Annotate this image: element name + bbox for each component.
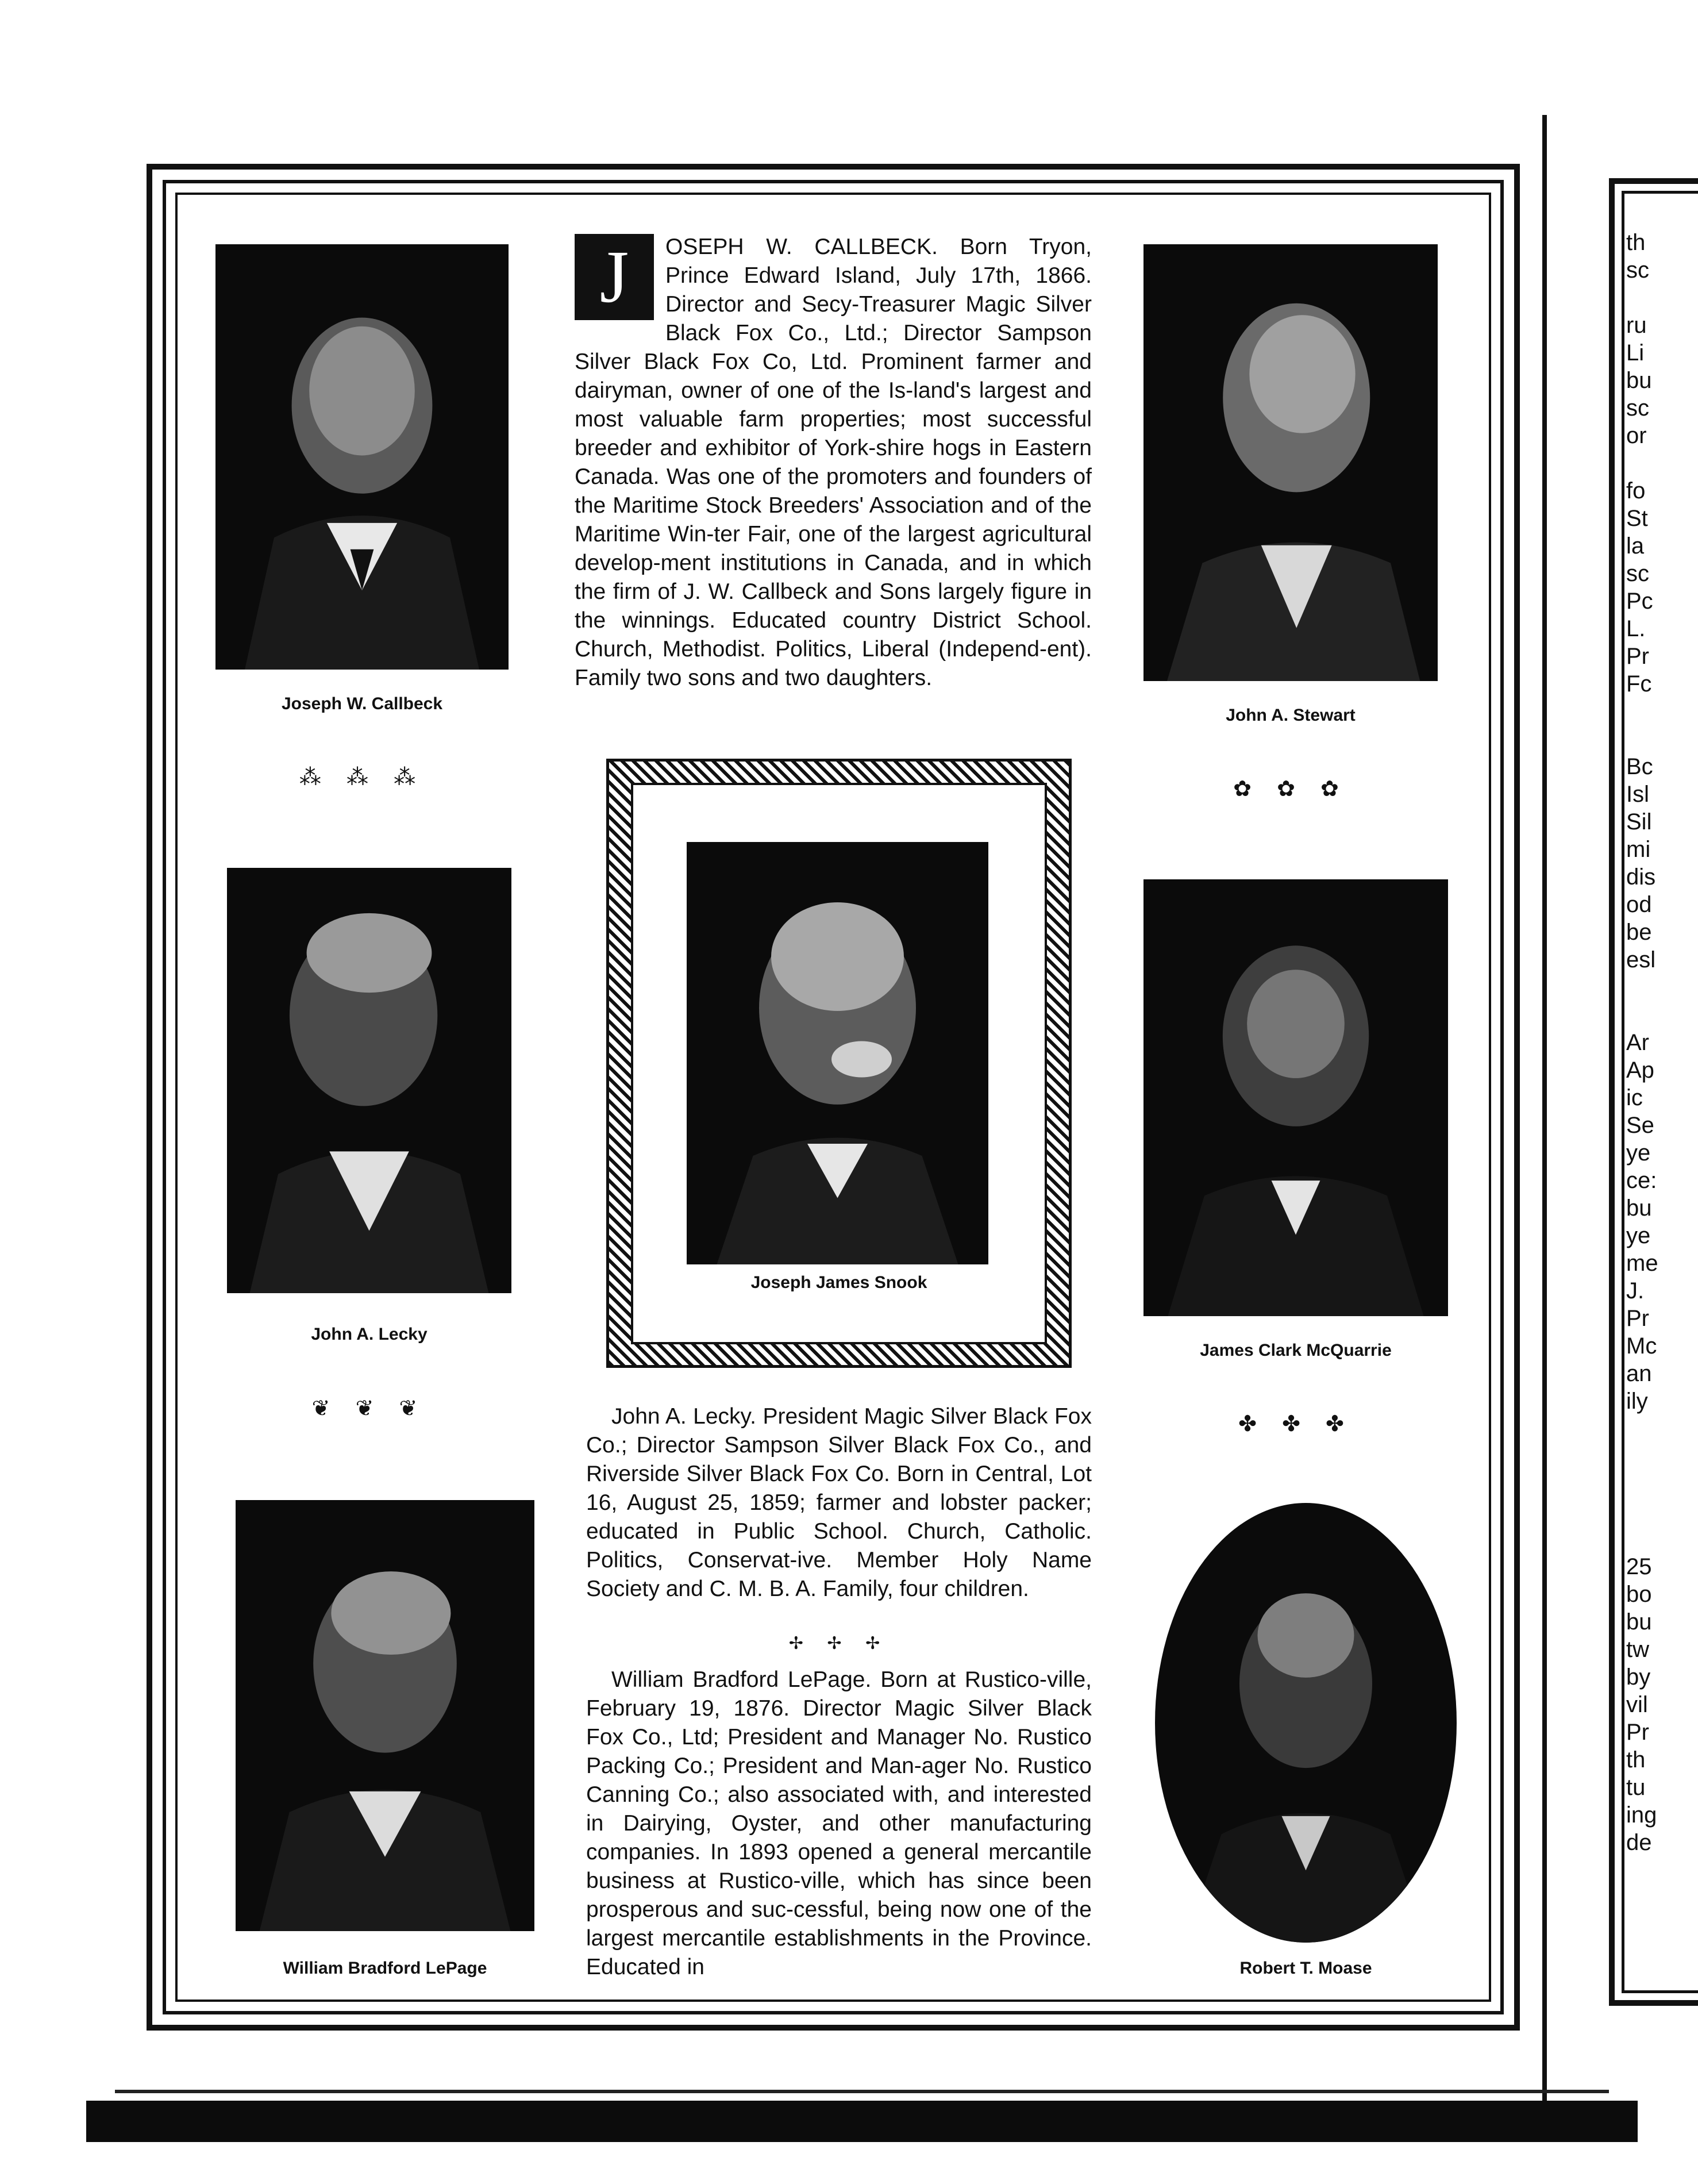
page-gutter-line: [1542, 115, 1547, 2138]
next-page-line: ic: [1626, 1085, 1643, 1110]
next-page-line: [1626, 1001, 1695, 1029]
next-page-line: L.: [1626, 616, 1646, 641]
next-page-line: [1626, 1525, 1695, 1553]
next-page-line: me: [1626, 1251, 1658, 1276]
caption-mcquarrie: James Clark McQuarrie: [1200, 1341, 1392, 1360]
next-page-line: ce:: [1626, 1168, 1657, 1193]
ornament-divider: ✿ ✿ ✿: [1233, 776, 1348, 801]
callbeck-biography: [575, 233, 1092, 693]
next-page-line: bu: [1626, 1195, 1652, 1221]
portrait-silhouette-icon: [1143, 879, 1448, 1316]
drop-cap: J: [575, 234, 654, 320]
next-page-line: Pr: [1626, 1720, 1649, 1745]
next-page-line: ing: [1626, 1802, 1657, 1828]
next-page-line: bo: [1626, 1582, 1652, 1607]
next-page-line: de: [1626, 1830, 1652, 1855]
next-page-line: St: [1626, 506, 1648, 531]
caption-lecky: John A. Lecky: [311, 1325, 428, 1344]
portrait-silhouette-icon: [1155, 1503, 1457, 1943]
scan-bottom-band: [86, 2101, 1638, 2142]
next-page-line: or: [1626, 423, 1647, 448]
portrait-lecky: [227, 868, 511, 1293]
portrait-snook: [687, 842, 988, 1264]
next-page-line: ily: [1626, 1389, 1648, 1414]
ornament-divider: ❦ ❦ ❦: [311, 1395, 427, 1421]
next-page-line: [1626, 974, 1695, 1001]
next-page-line: Pr: [1626, 644, 1649, 669]
portrait-silhouette-icon: [687, 842, 988, 1264]
next-page-line: be: [1626, 920, 1652, 945]
scan-edge-line: [115, 2090, 1609, 2093]
ornament-divider: ✢ ✢ ✢: [788, 1633, 890, 1654]
next-page-line: tw: [1626, 1637, 1649, 1662]
ornament-divider: ⁂ ⁂ ⁂: [299, 764, 425, 790]
next-page-line: mi: [1626, 837, 1651, 862]
portrait-silhouette-icon: [236, 1500, 534, 1931]
caption-lepage: William Bradford LePage: [283, 1959, 487, 1978]
portrait-lepage: [236, 1500, 534, 1931]
next-page-line: dis: [1626, 864, 1656, 890]
next-page-line: fo: [1626, 478, 1646, 503]
next-page-line: ru: [1626, 313, 1647, 338]
callbeck-bio-text: OSEPH W. CALLBECK. Born Tryon, Prince Edward Island, July 17th, 1866. Director and Secy-Treasurer Magic Silver Black Fox Co., Ltd.; Director Sampson Silver Black Fox Co, Ltd. Prominent farmer and dairyman, owner of one of the Is-land's largest and most valuable farm properties; most successful breeder and exhibitor of York-shire hogs in Eastern Canada. Was one of the promoters and founders of the Maritime Stock Breeders' Association and of the Maritime Win-ter Fair, one of the largest agricultural develop-ment institutions in Canada, and in which the firm of J. W. Callbeck and Sons largely figure in the winnings. Educated country District School. Church, Methodist. Politics, Liberal (Independ-ent). Family two sons and two daughters.: [575, 234, 1092, 690]
next-page-line: esl: [1626, 947, 1656, 972]
next-page-line: Li: [1626, 340, 1645, 366]
next-page-line: J.: [1626, 1278, 1645, 1304]
next-page-line: od: [1626, 892, 1652, 917]
next-page-line: sc: [1626, 257, 1649, 283]
next-page-line: vil: [1626, 1692, 1648, 1717]
next-page-line: Mc: [1626, 1333, 1657, 1359]
ornament-divider: ✤ ✤ ✤: [1238, 1411, 1353, 1436]
next-page-line: [1626, 284, 1695, 312]
caption-moase: Robert T. Moase: [1239, 1959, 1372, 1978]
next-page-line: [1626, 725, 1695, 753]
next-page-line: by: [1626, 1664, 1651, 1690]
next-page-line: Ap: [1626, 1058, 1654, 1083]
next-page-text-fragments: [1626, 229, 1695, 1856]
next-page-line: la: [1626, 533, 1645, 559]
next-page-line: Ar: [1626, 1030, 1649, 1055]
next-page-line: sc: [1626, 561, 1649, 586]
next-page-line: Pc: [1626, 589, 1653, 614]
next-page-line: th: [1626, 1747, 1646, 1772]
next-page-line: Sil: [1626, 809, 1652, 835]
next-page-line: Fc: [1626, 671, 1652, 697]
next-page-line: 25: [1626, 1554, 1652, 1579]
next-page-line: ye: [1626, 1140, 1651, 1166]
caption-callbeck: Joseph W. Callbeck: [281, 694, 443, 713]
next-page-line: sc: [1626, 395, 1649, 421]
caption-snook: Joseph James Snook: [750, 1273, 927, 1292]
next-page-line: [1626, 1443, 1695, 1470]
next-page-line: bu: [1626, 1609, 1652, 1635]
portrait-silhouette-icon: [215, 244, 509, 670]
next-page-line: Bc: [1626, 754, 1653, 779]
next-page-line: th: [1626, 230, 1646, 255]
next-page-line: Pr: [1626, 1306, 1649, 1331]
portrait-stewart: [1143, 244, 1438, 681]
next-page-line: [1626, 698, 1695, 725]
portrait-mcquarrie: [1143, 879, 1448, 1316]
next-page-line: [1626, 1498, 1695, 1525]
portrait-silhouette-icon: [227, 868, 511, 1293]
lecky-biography: John A. Lecky. President Magic Silver Black Fox Co.; Director Sampson Silver Black Fox Co., and Riverside Silver Black Fox Co. Born in Central, Lot 16, August 25, 1859; farmer and lobster packer; educated in Public School. Church, Catholic. Politics, Conservat-ive. Member Holy Name Society and C. M. B. A. Family, four children.: [586, 1404, 1092, 1601]
next-page-line: Se: [1626, 1113, 1654, 1138]
next-page-line: Isl: [1626, 782, 1649, 807]
caption-stewart: John A. Stewart: [1226, 706, 1356, 725]
next-page-line: an: [1626, 1361, 1652, 1386]
portrait-moase: [1155, 1503, 1457, 1943]
portrait-silhouette-icon: [1143, 244, 1438, 681]
next-page-line: ye: [1626, 1223, 1651, 1248]
lepage-biography: William Bradford LePage. Born at Rustico-ville, February 19, 1876. Director Magic Silver Black Fox Co., Ltd; President and Manager No. Rustico Packing Co.; President and Man-ager No. Rustico Canning Co.; also associated with, and interested in Dairying, Oyster, and other manufacturing companies. In 1893 opened a general mercantile business at Rustico-ville, which has since been prosperous and suc-cessful, being now one of the largest mercantile establishments in the Province. Educated in: [586, 1667, 1092, 1979]
next-page-line: bu: [1626, 368, 1652, 393]
next-page-line: [1626, 1470, 1695, 1498]
portrait-callbeck: [215, 244, 509, 670]
next-page-line: [1626, 1415, 1695, 1443]
next-page-line: tu: [1626, 1775, 1646, 1800]
next-page-line: [1626, 449, 1695, 477]
